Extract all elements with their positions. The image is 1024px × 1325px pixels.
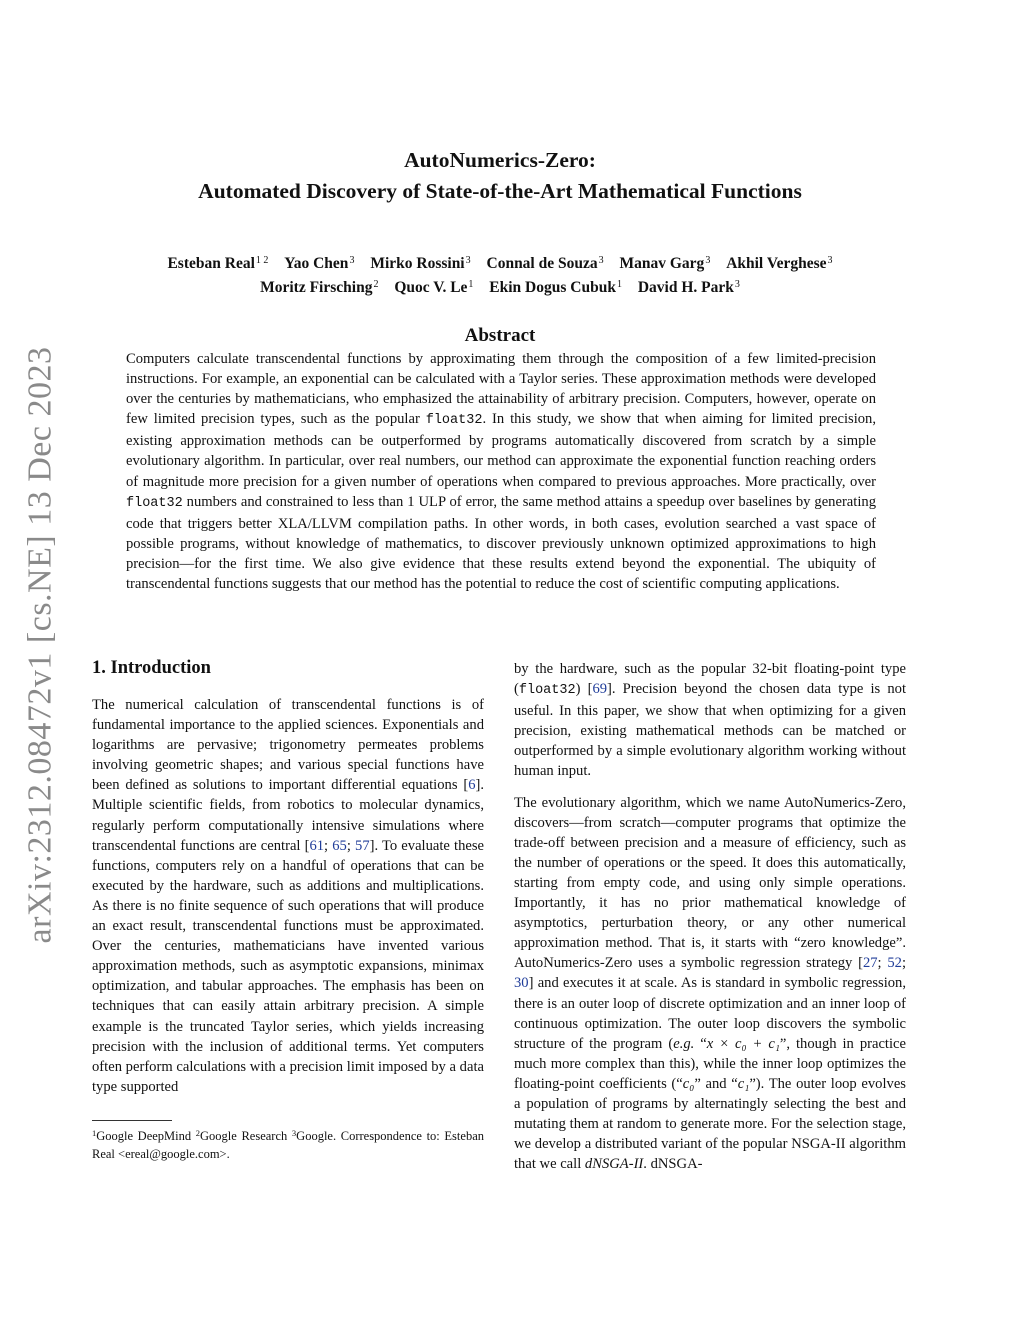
title-line-2: Automated Discovery of State-of-the-Art Mathematical Functions — [198, 179, 802, 203]
intro-paragraph-2: The evolutionary algorithm, which we name AutoNumerics-Zero, discovers—from scratch—computer programs that optimize the trade-off between precision and a measure of efficiency, such as the number of operations or the speed. It does this automatically, starting from empty code, and using only simple operations. Importantly, it has no prior mathematical knowledge of asymptotics, perturbation theory, or any other numerical approximation method. That is, it starts with “zero knowledge”. AutoNumerics-Zero uses a symbolic regression strategy [27; 52; 30] and executes it at scale. As is standard in symbolic regression, there is an outer loop of discrete optimization and an inner loop of continuous optimization. The outer loop discovers the symbolic structure of the program (e.g. “x × c₀ + c₁”, though in practice much more complex than this), while the inner loop optimizes the floating-point coefficients (“c₀” and “c₁”). The outer loop evolves a population of programs by alternatingly selecting the best and mutating them at random to generate more. For the selection stage, we develop a distributed variant of the popular NSGA-II algorithm that we call dNSGA-II. dNSGA- — [514, 794, 907, 1173]
abstract-heading: Abstract — [464, 325, 536, 346]
code-float32: float32 — [518, 683, 576, 699]
author: David H. Park$^3$ — [637, 279, 740, 296]
author: Mirko Rossini$^3$ — [370, 255, 471, 272]
arxiv-identifier: arXiv:2312.08472v1 [cs.NE] 13 Dec 2023 — [21, 346, 59, 944]
title-line-1: AutoNumerics-Zero: — [404, 148, 596, 172]
arxiv-watermark — [0, 335, 80, 955]
intro-paragraph-1: The numerical calculation of transcendental functions is of fundamental importance to the applied sciences. Exponentials and logarithms are pervasive; trigonometry permeates problems involving geometric shapes; and various special functions have been defined as solutions to important differential equations [6]. Multiple scientific fields, from robotics to molecular dynamics, regularly perform computationally intensive simulations where transcendental functions are central [61; 65; 57]. To evaluate these functions, computers rely on a handful of operations that can be executed by the hardware, such as additions and multiplications. As there is no finite sequence of such operations that will produce an exact result, transcendental functions must be approximated. Over the centuries, mathematicians have invented various approximation methods, such as asymptotic expansions, minimax optimization, and tabular approaches. The emphasis has been on techniques that can easily attain arbitrary precision. A simple example is the truncated Taylor series, which yields increasing precision with the inclusion of additional terms. Yet computers often perform calculations with a precision limit imposed by a data type supported — [92, 697, 485, 1095]
citation-link[interactable]: 6 — [468, 777, 476, 794]
author: Manav Garg$^3$ — [619, 255, 711, 272]
citation-link[interactable]: 65 — [332, 837, 347, 854]
paper-title — [92, 145, 908, 207]
right-column — [514, 659, 906, 1174]
affiliation-footnote: $^1$Google DeepMind $^2$Google Research $^3$Google. Correspondence to: Esteban Real <ereal@google.com>. — [92, 1128, 484, 1161]
author: Esteban Real$^{1 2}$ — [167, 255, 269, 272]
citation-link[interactable]: 61 — [309, 837, 325, 854]
section-heading-introduction: 1. Introduction — [92, 658, 211, 678]
author: Connal de Souza$^3$ — [486, 255, 604, 272]
author-list — [92, 250, 908, 298]
author: Ekin Dogus Cubuk$^1$ — [489, 279, 622, 296]
citation-link[interactable]: 30 — [514, 975, 529, 992]
citation-link[interactable]: 52 — [887, 955, 902, 972]
author: Yao Chen$^3$ — [284, 255, 355, 272]
abstract-text: Computers calculate transcendental functions by approximating them through the composition of a few limited-precision instructions. For example, an exponential can be calculated with a Taylor series. These approximation methods were developed over the centuries by mathematicians, who emphasized the attainability of arbitrary precision. Computers, however, operate on few limited precision types, such as the popular float32. In this study, we show that when aiming for limited precision, existing approximation methods can be outperformed by programs automatically discovered from scratch by a simple evolutionary algorithm. In particular, over real numbers, our method can approximate the exponential function reaching orders of magnitude more precision for a given number of operations when compared to previous approaches. More practically, over float32 numbers and constrained to less than 1 ULP of error, the same method attains a speedup over baselines by generating code that triggers better XLA/LLVM compilation paths. In other words, in both cases, evolution searched a vast space of possible programs, without knowledge of mathematics, to discover previously unknown optimized approximations to high precision—for the first time. We also give evidence that these results extend beyond the exponential. The ubiquity of transcendental functions suggests that our method has the potential to reduce the cost of scientific computing applications. — [126, 351, 876, 593]
citation-link[interactable]: 27 — [862, 955, 878, 972]
author-row-2 — [92, 274, 908, 298]
author: Quoc V. Le$^1$ — [394, 279, 474, 296]
author-row-1 — [92, 250, 908, 274]
footnote-rule — [92, 1120, 172, 1121]
code-float32: float32 — [126, 495, 183, 511]
left-column — [92, 656, 484, 1097]
intro-paragraph-1-continued: by the hardware, such as the popular 32-bit floating-point type (float32) [69]. Precision beyond the chosen data type is not useful. In this paper, we show that when optimizing for a given precision, existing mathematical methods can be matched or outperformed by a simple evolutionary algorithm working without human input. — [514, 661, 907, 780]
citation-link[interactable]: 69 — [592, 681, 608, 698]
citation-link[interactable]: 57 — [355, 837, 370, 854]
author: Akhil Verghese$^3$ — [726, 255, 833, 272]
code-float32: float32 — [425, 413, 483, 429]
author: Moritz Firsching$^2$ — [260, 279, 379, 296]
math-expression: x × c₀ + c₁ — [706, 1035, 780, 1052]
